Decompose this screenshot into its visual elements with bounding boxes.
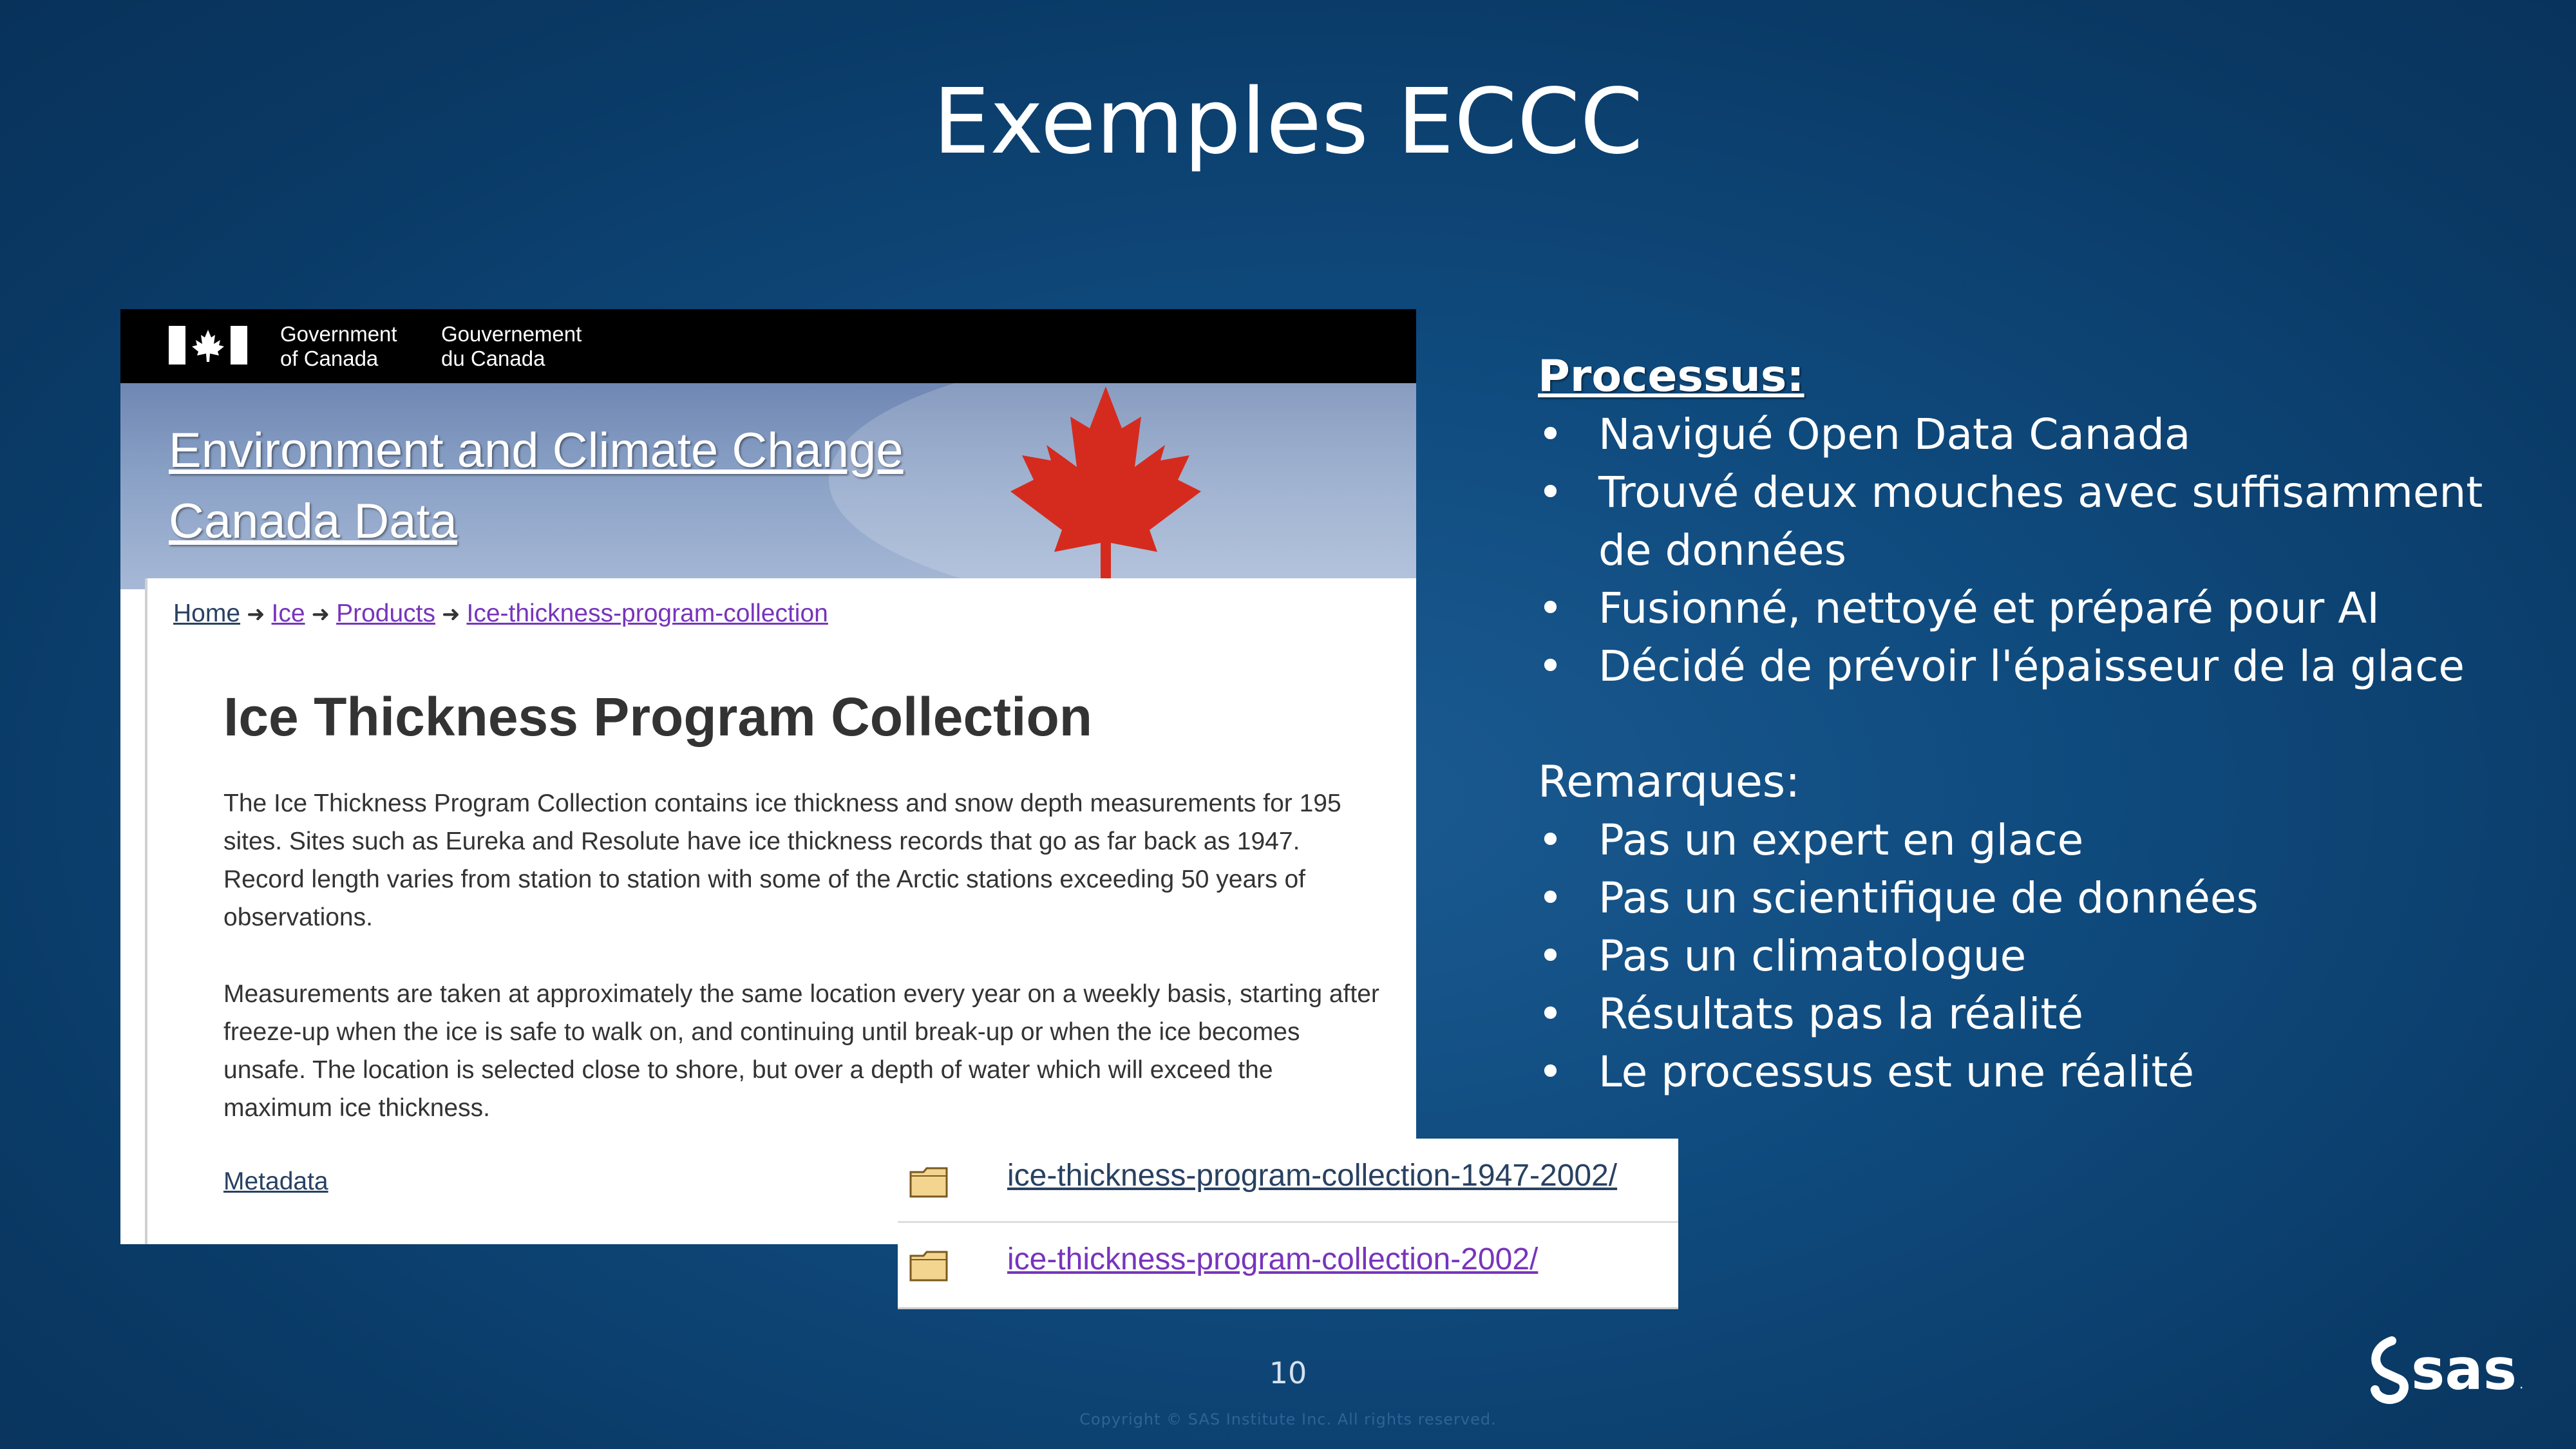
svg-text:.: . (2519, 1376, 2524, 1392)
metadata-link[interactable]: Metadata (223, 1168, 328, 1195)
breadcrumb-collection[interactable]: Ice-thickness-program-collection (466, 600, 828, 627)
list-item[interactable] (898, 1139, 1678, 1223)
list-item: • Le processus est une réalité (1538, 1043, 2543, 1101)
folder-link-1947-2002[interactable]: ice-thickness-program-collection-1947-2002/ (1007, 1159, 1618, 1193)
process-heading: Processus: (1538, 351, 1804, 402)
description-paragraph-2: Measurements are taken at approximately the same location every year on a weekly basis, starting after freeze-up when the ice is safe to walk on, and continuing until break-up or when the ice becomes unsafe. The location is selected close to shore, but over a depth of water which will exceed the maximum ice thickness. (223, 980, 1379, 1122)
gc-english-wordmark[interactable] (280, 322, 397, 371)
description-paragraph-1: The Ice Thickness Program Collection contains ice thickness and snow depth measurements for 195 sites. Sites such as Eureka and Resolute have ice thickness records that go as far back as 1947. Record length varies from station to station with some of the Arctic stations exceeding 50 years of observations. (223, 790, 1341, 931)
page-heading: Ice Thickness Program Collection (223, 687, 1093, 747)
canada-flag-icon (169, 326, 247, 365)
eccc-banner (120, 383, 1416, 589)
notes-panel (1538, 348, 2543, 1101)
gc-french-line2: du Canada (441, 346, 545, 370)
list-item: • Navigué Open Data Canada (1538, 406, 2543, 464)
remarks-heading: Remarques: (1538, 757, 1801, 808)
banner-title-line2: Canada Data (169, 494, 457, 549)
breadcrumb-ice[interactable]: Ice (271, 600, 305, 627)
breadcrumb-home[interactable]: Home (173, 600, 241, 627)
list-item: • Pas un scientifique de données (1538, 869, 2543, 927)
breadcrumb-products[interactable]: Products (336, 600, 435, 627)
folder-icon (909, 1166, 949, 1199)
breadcrumb-arrow-icon: ➜ (311, 602, 330, 627)
list-item: • Décidé de prévoir l'épaisseur de la glace (1538, 638, 2543, 696)
svg-text:sas: sas (2411, 1336, 2517, 1403)
slide-title: Exemples ECCC (933, 70, 1643, 175)
folder-icon (909, 1249, 949, 1283)
list-item: • Pas un expert en glace (1538, 811, 2543, 869)
list-item[interactable] (898, 1222, 1678, 1305)
folder-listing (898, 1139, 1678, 1309)
folder-link-2002[interactable]: ice-thickness-program-collection-2002/ (1007, 1242, 1539, 1276)
maple-leaf-icon (996, 383, 1215, 589)
breadcrumb-arrow-icon: ➜ (441, 602, 460, 627)
gc-french-line1: Gouvernement (441, 322, 582, 346)
list-item: • Fusionné, nettoyé et préparé pour AI (1538, 580, 2543, 638)
copyright-notice: Copyright © SAS Institute Inc. All rights reserved. (1079, 1410, 1497, 1428)
gc-english-line2: of Canada (280, 346, 379, 370)
remarks-list (1538, 811, 2543, 1101)
list-item: • Trouvé deux mouches avec suffisamment de données (1538, 464, 2543, 580)
gc-french-wordmark[interactable] (441, 322, 582, 371)
gc-english-line1: Government (280, 322, 397, 346)
breadcrumb (173, 598, 828, 630)
process-list (1538, 406, 2543, 696)
banner-title-link[interactable] (169, 415, 904, 557)
banner-title-line1: Environment and Climate Change (169, 423, 904, 478)
breadcrumb-arrow-icon: ➜ (247, 602, 265, 627)
list-item: • Pas un climatologue (1538, 927, 2543, 985)
page-number: 10 (1269, 1356, 1307, 1390)
gc-header-bar (120, 309, 1416, 383)
sas-logo (2366, 1334, 2533, 1408)
list-item: • Résultats pas la réalité (1538, 985, 2543, 1043)
eccc-page-screenshot (120, 309, 1416, 1244)
